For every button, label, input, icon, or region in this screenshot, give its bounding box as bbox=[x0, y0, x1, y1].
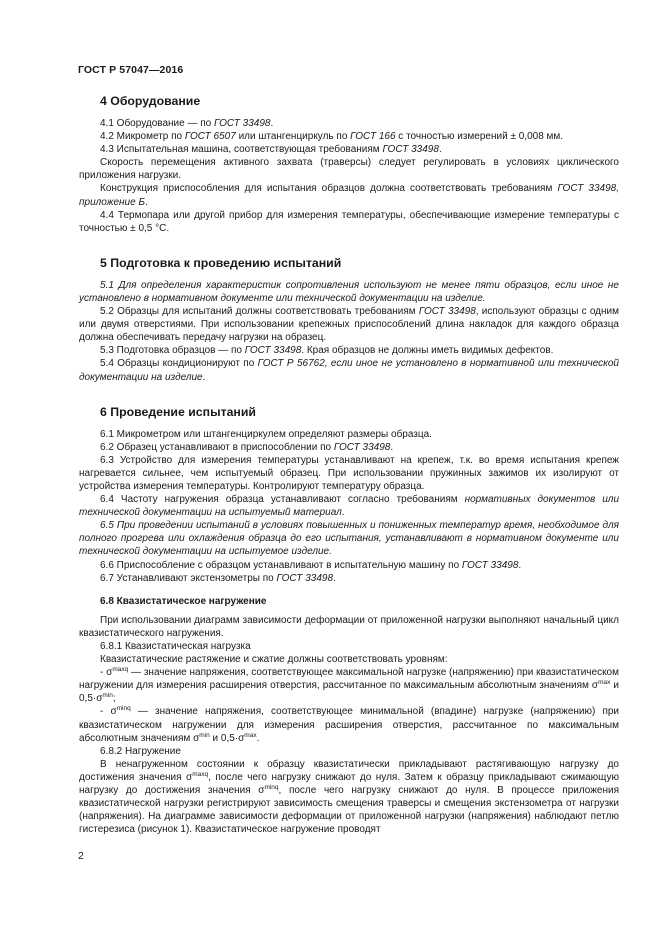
para-6-8-2-loading: В ненагруженном состоянии к образцу квазистатически прикладывают растягивающую нагрузку до достижения значения $\sigma^{maxq}$, после чего нагрузку снижают до нуля. Затем к образцу прикладывают сжимающую нагрузку до достижения значения $\sigma^{minq}$, после чего нагрузку снижают до нуля. В процессе приложения квазистатической нагрузки регистрируют зависимость смещения траверсы и смещения экстензометра от нагрузки (напряжения). На диаграмме зависимости деформации от приложенной нагрузки (напряжения) наблюдают петлю гистерезиса (рисунок 1). Квазистатическое нагружение проводят bbox=[79, 758, 620, 836]
para-5-3: 5.3 Подготовка образцов — по ГОСТ 33498. Края образцов не должны иметь видимых дефектов. bbox=[100, 345, 554, 357]
para-6-8-intro: При использовании диаграмм зависимости деформации от приложенной нагрузки выполняют начальный цикл квазистатического нагружения. bbox=[79, 614, 619, 639]
para-4-2: 4.2 Микрометр по ГОСТ 6507 или штангенциркуль по ГОСТ 166 с точностью измерений ± 0,008 мм. bbox=[100, 131, 564, 143]
para-4-4: 4.4 Термопара или другой прибор для измерения температуры, обеспечивающие измерение температуры с точностью ± 0,5 °С. bbox=[79, 209, 619, 234]
para-5-2: 5.2 Образцы для испытаний должны соответствовать требованиям ГОСТ 33498, используют образцы с одним или двумя отверстиями. При использовании крепежных приспособлений длина накладок для каждого образца должна обеспечивать передачу нагрузки на образец. bbox=[79, 306, 619, 344]
para-6-3: 6.3 Устройство для измерения температуры устанавливают на крепеж, т.к. во время испытания крепеж нагревается сильнее, чем испытуемый образец. При использовании пружинных зажимов их изолируют от устройства измерения температуры. Контролируют температуру образца. bbox=[79, 454, 619, 492]
bullet-sigma-minq: - $\sigma^{minq}$ — значение напряжения, соответствующее минимальной (впадине) нагрузке (напряжению) при квазистатическом нагружении для измерения расширения отверстия, рассчитанное по максимальным абсолютным значениям $\sigma^{min}$ и $0,5\cdot\sigma^{max}$. bbox=[79, 705, 620, 744]
para-6-1: 6.1 Микрометром или штангенциркулем определяют размеры образца. bbox=[100, 428, 432, 440]
para-5-1: 5.1 Для определения характеристик сопротивления используют не менее пяти образцов, если иное не установлено в нормативном документе или технической документации на изделие. bbox=[79, 279, 619, 304]
section-5-title: 5 Подготовка к проведению испытаний bbox=[100, 255, 342, 270]
section-6-title: 6 Проведение испытаний bbox=[100, 404, 256, 419]
document-body bbox=[79, 86, 619, 836]
para-6-6: 6.6 Приспособление с образцом устанавливают в испытательную машину по ГОСТ 33498. bbox=[100, 559, 522, 571]
para-6-5: 6.5 При проведении испытаний в условиях повышенных и пониженных температур время, необходимое для полного прогрева или охлаждения образца до его испытания, устанавливают в нормативном документе или технической документации на испытуемое изделие. bbox=[79, 520, 619, 558]
para-4-1: 4.1 Оборудование — по ГОСТ 33498. bbox=[100, 118, 274, 129]
para-6-2: 6.2 Образец устанавливают в приспособлении по ГОСТ 33498. bbox=[100, 441, 394, 453]
para-6-8-2: 6.8.2 Нагружение bbox=[100, 745, 181, 757]
para-4-3-fixture: Конструкция приспособления для испытания образцов должна соответствовать требованиям ГОСТ 33498, приложение Б. bbox=[79, 183, 620, 208]
para-6-4: 6.4 Частоту нагружения образца устанавливают согласно требованиям нормативных документов или технической документации на испытуемый материал. bbox=[79, 494, 619, 519]
para-5-4: 5.4 Образцы кондиционируют по ГОСТ Р 56762, если иное не установлено в нормативной или технической документации на изделие. bbox=[79, 358, 619, 383]
para-6-8-1: 6.8.1 Квазистатическая нагрузка bbox=[100, 641, 251, 652]
bullet-sigma-maxq: - $\sigma^{maxq}$ — значение напряжения, соответствующее максимальной нагрузке (напряжению) при квазистатическом нагружении для измерения расширения отверстия, рассчитанное по максимальным абсолютным значениям $\sigma^{max}$ и $0,5\cdot\sigma^{min}$; bbox=[79, 666, 619, 705]
section-6-8-title: 6.8 Квазистатическое нагружение bbox=[100, 595, 267, 607]
section-4-title: 4 Оборудование bbox=[100, 94, 201, 108]
document-header: ГОСТ Р 57047—2016 bbox=[78, 64, 184, 76]
para-6-7: 6.7 Устанавливают экстензометры по ГОСТ 33498. bbox=[100, 572, 336, 584]
page-number: 2 bbox=[78, 850, 84, 862]
para-4-3: 4.3 Испытательная машина, соответствующая требованиям ГОСТ 33498. bbox=[100, 144, 442, 156]
para-6-8-1-levels: Квазистатические растяжение и сжатие должны соответствовать уровням: bbox=[100, 654, 448, 666]
para-4-3-speed: Скорость перемещения активного захвата (траверсы) следует регулировать в условиях циклического приложения нагрузки. bbox=[79, 157, 619, 182]
